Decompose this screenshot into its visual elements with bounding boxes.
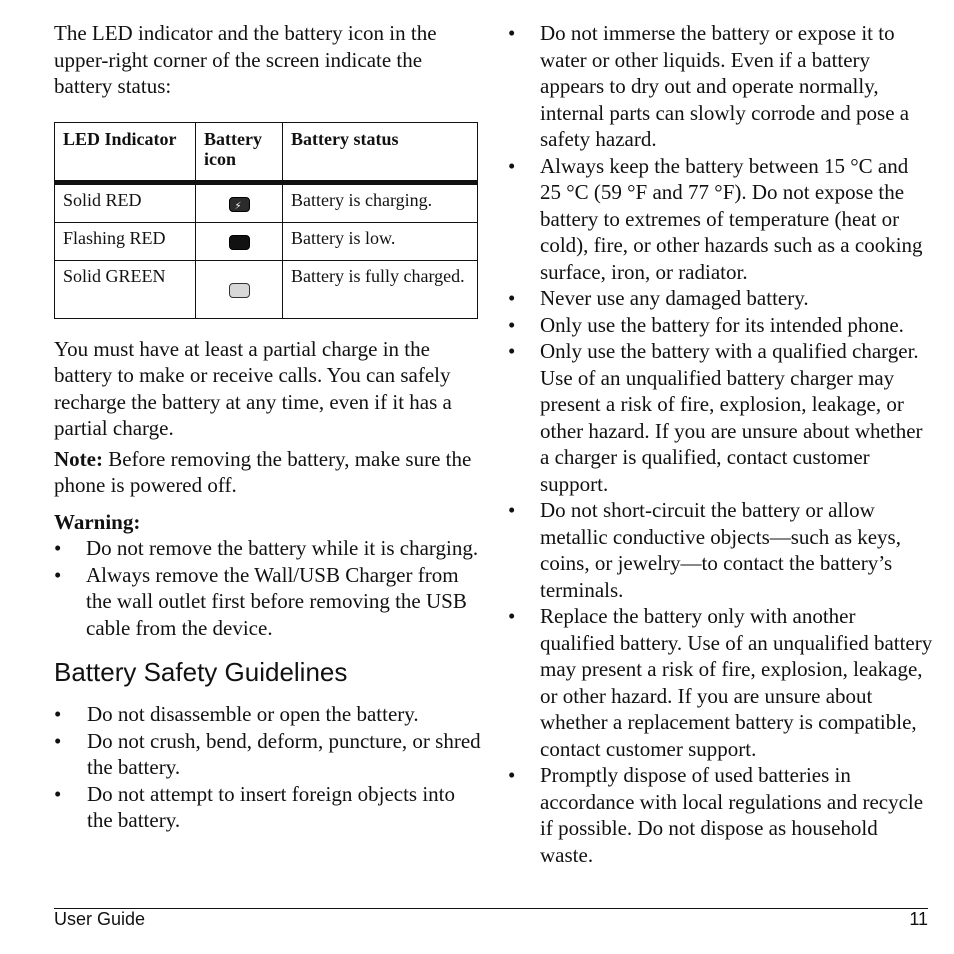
list-item: • Always remove the Wall/USB Charger from the wall outlet first before removing the USB cable from the device. (54, 562, 467, 640)
footer-title: User Guide (54, 909, 146, 929)
bullet-glyph: • (508, 286, 516, 310)
list-item: • Replace the battery only with another qualified battery. Use of an unqualified battery may present a risk of fire, explosion, leakage, or other hazard. If you are unsure about whether a replacement battery is compatible, contact customer support. (508, 604, 933, 761)
table-row (55, 222, 478, 260)
bullet-glyph: • (54, 562, 62, 587)
bullet-glyph: • (508, 339, 516, 363)
safety-list-continued (508, 20, 933, 868)
list-item: • Never use any damaged battery. (508, 286, 809, 310)
bullet-glyph: • (508, 153, 516, 178)
table-row (55, 182, 478, 222)
list-item: • Do not remove the battery while it is charging. (54, 536, 479, 560)
battery-charging-icon (229, 197, 250, 212)
note-label: Note: (54, 446, 103, 471)
right-column (508, 20, 933, 868)
table-header-row (55, 122, 478, 182)
list-item: • Promptly dispose of used batteries in accordance with local regulations and recycle if possible. Do not dispose as household waste. (508, 763, 924, 867)
bullet-glyph: • (508, 604, 516, 628)
list-item: • Do not attempt to insert foreign objects into the battery. (54, 781, 456, 832)
status-cell: Battery is low. (283, 222, 478, 260)
list-item: • Do not crush, bend, deform, puncture, or shred the battery. (54, 728, 481, 779)
table-header-icon: Battery icon (196, 122, 283, 182)
safety-list (54, 701, 484, 834)
left-column (54, 20, 484, 834)
list-item: • Do not short-circuit the battery or allow metallic conductive objects—such as keys, coins, or jewelry—to contact the battery’s terminals. (508, 498, 901, 602)
bullet-glyph: • (54, 781, 62, 806)
bullet-glyph: • (54, 536, 62, 560)
list-item: • Only use the battery for its intended phone. (508, 312, 904, 337)
charge-paragraph: You must have at least a partial charge in the battery to make or receive calls. You can safely recharge the battery at any time, even if it has a partial charge. (54, 336, 452, 440)
led-cell: Flashing RED (55, 222, 196, 260)
note-text: Before removing the battery, make sure the phone is powered off. (54, 446, 472, 497)
bullet-glyph: • (508, 21, 516, 45)
bullet-glyph: • (54, 728, 62, 753)
page-number: 11 (909, 909, 928, 929)
list-item: • Only use the battery with a qualified charger. Use of an unqualified battery charger may present a risk of fire, explosion, leakage, or other hazard. If you are unsure about whether a charger is qualified, contact customer support. (508, 339, 923, 496)
list-item: • Do not disassemble or open the battery. (54, 702, 419, 726)
battery-full-icon (229, 283, 250, 298)
table-row (55, 260, 478, 318)
status-cell: Battery is fully charged. (283, 260, 478, 318)
footer-divider (54, 908, 928, 909)
section-heading: Battery Safety Guidelines (54, 657, 348, 687)
intro-paragraph: The LED indicator and the battery icon in the upper-right corner of the screen indicate the battery status: (54, 21, 437, 98)
warning-label: Warning: (54, 509, 141, 534)
bullet-glyph: • (508, 498, 516, 522)
warning-list (54, 535, 484, 641)
bullet-glyph: • (508, 763, 516, 787)
table-header-status: Battery status (283, 122, 478, 182)
bullet-glyph: • (508, 312, 516, 337)
status-cell: Battery is charging. (283, 182, 478, 222)
table-header-led: LED Indicator (55, 122, 196, 182)
led-cell: Solid RED (55, 182, 196, 222)
battery-status-table (54, 122, 478, 319)
battery-low-icon (229, 235, 250, 250)
list-item: • Always keep the battery between 15 °C and 25 °C (59 °F and 77 °F). Do not expose the battery to extremes of temperature (heat or cold), fire, or other hazards such as a cooking surface, iron, or radiator. (508, 153, 923, 284)
note-paragraph (54, 446, 484, 499)
led-cell: Solid GREEN (55, 260, 196, 318)
list-item: • Do not immerse the battery or expose it to water or other liquids. Even if a battery appears to dry out and operate normally, internal parts can slowly corrode and pose a safety hazard. (508, 21, 910, 151)
bullet-glyph: • (54, 702, 62, 726)
